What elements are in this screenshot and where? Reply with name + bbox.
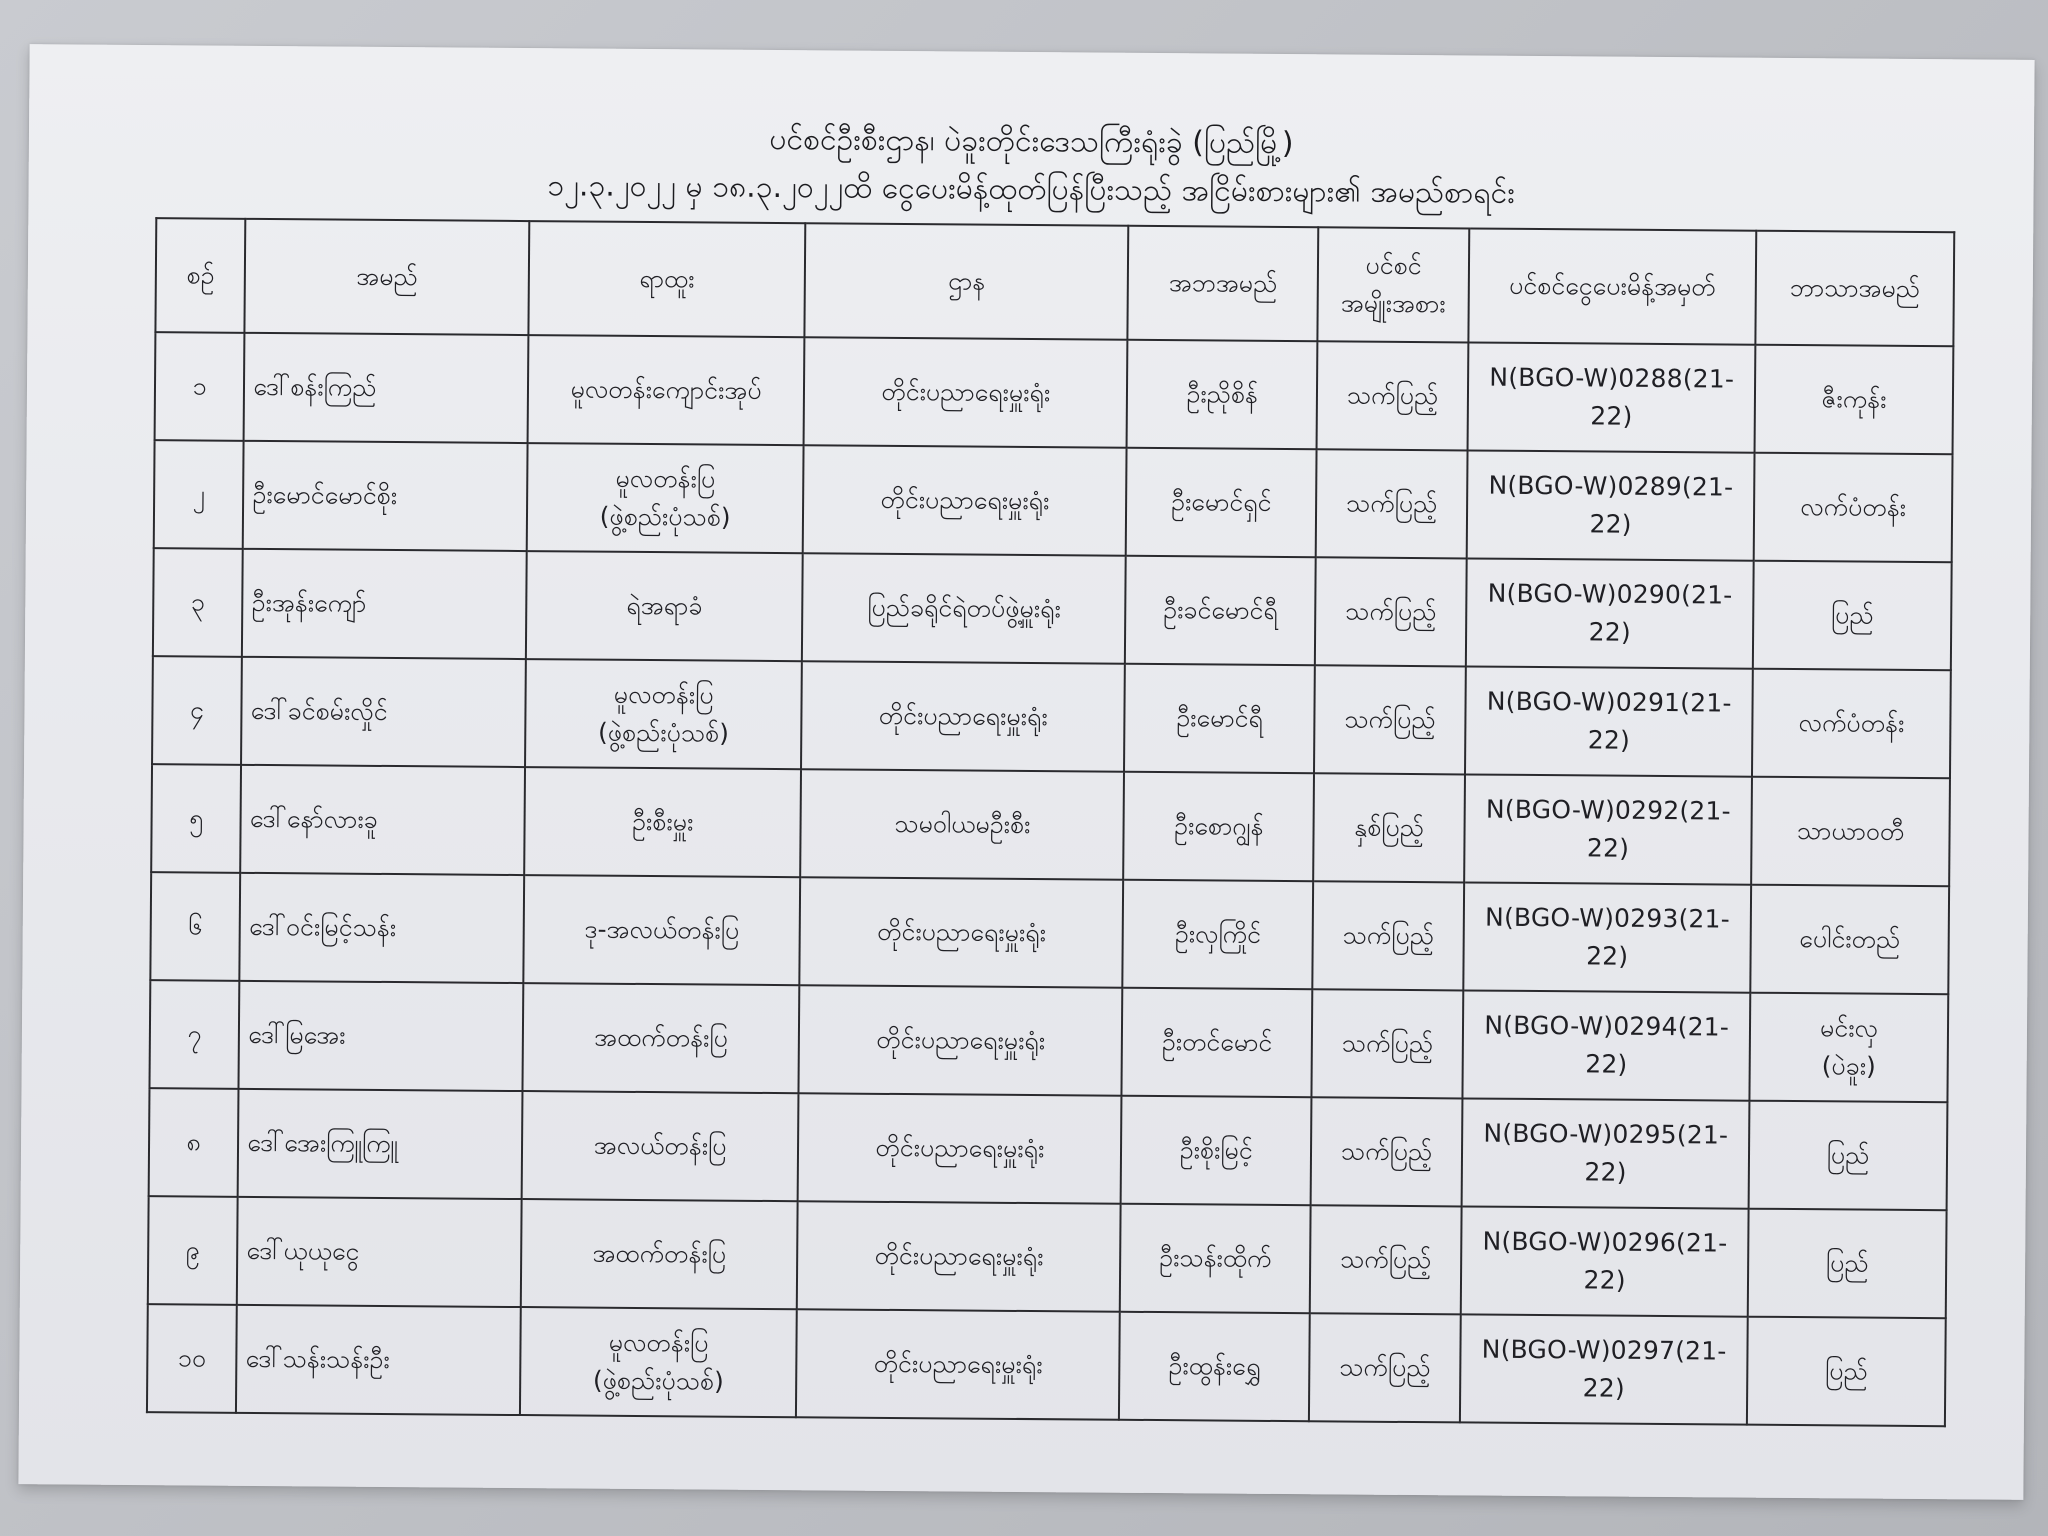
cell-religion-line1: ပြည် (1824, 1356, 1868, 1386)
cell-no: ၇ (149, 980, 239, 1089)
cell-name: ဒေါ်ဝင်းမြင့်သန်း (240, 873, 524, 983)
header-name: အမည် (245, 219, 530, 335)
cell-pension-order: N(BGO-W)0296(21-22) (1461, 1206, 1749, 1316)
cell-name: ဒေါ်စန်းကြည် (244, 333, 528, 443)
cell-department: တိုင်းပညာရေးမှူးရုံး (796, 1309, 1120, 1420)
cell-religion-line1: ပြည် (1826, 1140, 1870, 1170)
cell-name: ဦးမောင်မောင်စိုး (243, 441, 527, 551)
cell-rank-line1: အထက်တန်းပြ (594, 1022, 729, 1053)
header-pension-type-line1: ပင်စင် (1365, 250, 1422, 281)
cell-department: တိုင်းပညာရေးမှူးရုံး (804, 337, 1128, 448)
cell-rank (520, 1307, 797, 1417)
cell-no: ၃ (153, 548, 243, 657)
cell-name: ဒေါ်ခင်စမ်းလှိုင် (241, 657, 525, 767)
cell-pension-order: N(BGO-W)0294(21-22) (1463, 990, 1751, 1100)
cell-no: ၆ (150, 872, 240, 981)
cell-rank-line1: ရဲအရာခံ (626, 590, 703, 621)
table-row (153, 548, 1952, 670)
cell-religion-line1: သာယာဝတီ (1796, 816, 1905, 846)
cell-religion (1750, 885, 1949, 995)
cell-father: ဦးခင်မောင်ရီ (1125, 556, 1315, 665)
header-no: စဉ် (155, 218, 245, 333)
cell-pension-order: N(BGO-W)0293(21-22) (1463, 882, 1751, 992)
table-row (147, 1304, 1946, 1426)
cell-name: ဒေါ်သန်းသန်းဦး (236, 1305, 520, 1415)
table-row (152, 656, 1951, 778)
cell-rank (525, 659, 802, 769)
cell-rank (522, 983, 799, 1093)
cell-pension-type: သက်ပြည့် (1317, 341, 1469, 450)
cell-department: ပြည်ခရိုင်ရဲတပ်ဖွဲ့မှူးရုံး (802, 553, 1126, 664)
table-row (148, 1196, 1947, 1318)
cell-department: တိုင်းပညာရေးမှူးရုံး (798, 1093, 1122, 1204)
cell-religion (1752, 669, 1951, 779)
cell-rank (521, 1199, 798, 1309)
cell-rank (528, 335, 805, 445)
cell-name: ဒေါ်အေးကြူကြူ (238, 1089, 522, 1199)
cell-religion (1750, 993, 1949, 1103)
cell-pension-type: သက်ပြည့် (1311, 1097, 1463, 1206)
cell-no: ၂ (154, 440, 244, 549)
pension-table (146, 217, 1955, 1427)
cell-rank (524, 767, 801, 877)
cell-pension-type: သက်ပြည့် (1316, 449, 1468, 558)
cell-pension-order: N(BGO-W)0292(21-22) (1464, 774, 1752, 884)
cell-religion (1753, 561, 1952, 671)
cell-rank-line2: (ဖွဲ့စည်းပုံသစ်) (592, 1365, 724, 1396)
cell-rank-line2: (ဖွဲ့စည်းပုံသစ်) (597, 717, 730, 748)
cell-no: ၁ (155, 332, 245, 441)
cell-rank-line1: မူလတန်းပြ (608, 1327, 709, 1358)
header-pension-order: ပင်စင်ငွေပေးမိန့်အမှတ် (1469, 228, 1757, 344)
cell-religion-line1: လက်ပံတန်း (1798, 708, 1905, 738)
cell-religion (1755, 345, 1954, 455)
cell-religion-line2: (ပဲခူး) (1821, 1051, 1877, 1081)
cell-rank-line1: ဒု-အလယ်တန်းပြ (584, 914, 740, 945)
cell-rank-line1: အထက်တန်းပြ (592, 1238, 727, 1269)
cell-religion (1748, 1209, 1947, 1319)
cell-religion-line1: လက်ပံတန်း (1800, 492, 1907, 522)
cell-religion-line1: ပြည် (1825, 1248, 1869, 1278)
document-title: ပင်စင်ဦးစီးဌာန၊ ပဲခူးတိုင်းဒေသကြီးရုံးခွဲ (ပြည်မြို့) (769, 121, 1294, 162)
cell-father: ဦးမောင်ရှင် (1126, 448, 1316, 557)
cell-rank-line1: ဦးစီးမှူး (632, 806, 694, 837)
cell-pension-type: သက်ပြည့် (1312, 881, 1464, 990)
cell-pension-type: သက်ပြည့် (1309, 1313, 1461, 1422)
cell-department: တိုင်းပညာရေးမှူးရုံး (799, 985, 1123, 1096)
cell-rank (523, 875, 800, 985)
cell-no: ၉ (148, 1196, 238, 1305)
cell-pension-order: N(BGO-W)0291(21-22) (1465, 666, 1753, 776)
table-row (150, 872, 1949, 994)
cell-religion (1754, 453, 1953, 563)
cell-department: တိုင်းပညာရေးမှူးရုံး (803, 445, 1127, 556)
header-religion: ဘာသာအမည် (1756, 231, 1955, 347)
cell-pension-type: သက်ပြည့် (1310, 1205, 1462, 1314)
cell-rank-line1: အလယ်တန်းပြ (593, 1130, 727, 1161)
cell-father: ဦးသန်းထိုက် (1120, 1204, 1310, 1313)
cell-name: ဒေါ်နော်လားခူ (241, 765, 525, 875)
cell-department: သမဝါယမဦးစီး (800, 769, 1124, 880)
cell-father: ဦးစိုးမြင့် (1121, 1096, 1311, 1205)
cell-father: ဦးစောဂျွန် (1124, 772, 1314, 881)
cell-pension-order: N(BGO-W)0297(21-22) (1460, 1314, 1748, 1424)
cell-father: ဦးလှကြိုင် (1123, 880, 1313, 989)
cell-rank-line1: မူလတန်းပြ (615, 463, 716, 494)
cell-no: ၈ (149, 1088, 239, 1197)
cell-department: တိုင်းပညာရေးမှူးရုံး (800, 877, 1124, 988)
cell-no: ၅ (151, 764, 241, 873)
cell-department: တိုင်းပညာရေးမှူးရုံး (797, 1201, 1121, 1312)
table-row (155, 332, 1954, 454)
table-body (147, 332, 1953, 1426)
cell-father: ဦးတင်မောင် (1122, 988, 1312, 1097)
cell-pension-order: N(BGO-W)0289(21-22) (1467, 450, 1755, 560)
header-pension-type (1317, 227, 1469, 342)
cell-pension-type: သက်ပြည့် (1314, 665, 1466, 774)
cell-religion-line1: ပြည် (1830, 600, 1874, 630)
cell-religion-line1: ပေါင်းတည် (1799, 924, 1901, 954)
cell-rank-line1: မူလတန်းကျောင်းအုပ် (570, 374, 762, 405)
cell-name: ဒေါ်မြအေး (239, 981, 523, 1091)
cell-father: ဦးညိုစိန် (1127, 340, 1317, 449)
cell-pension-type: နှစ်ပြည့် (1313, 773, 1465, 882)
cell-department: တိုင်းပညာရေးမှူးရုံး (801, 661, 1125, 772)
cell-pension-order: N(BGO-W)0290(21-22) (1466, 558, 1754, 668)
cell-pension-order: N(BGO-W)0295(21-22) (1462, 1098, 1750, 1208)
cell-religion (1751, 777, 1950, 887)
cell-name: ဦးအုန်းကျော် (242, 549, 526, 659)
table-row (149, 1088, 1948, 1210)
cell-rank (522, 1091, 799, 1201)
table-row (151, 764, 1950, 886)
cell-rank (527, 443, 804, 553)
cell-father: ဦးမောင်ရီ (1124, 664, 1314, 773)
cell-pension-order: N(BGO-W)0288(21-22) (1468, 342, 1756, 452)
document-subtitle: ၁၂.၃.၂၀၂၂ မှ ၁၈.၃.၂၀၂၂ထိ ငွေပေးမိန့်ထုတ်ပြန်ပြီးသည့် အငြိမ်းစားများ၏ အမည်စာရင်း (547, 168, 1515, 211)
cell-rank (526, 551, 803, 661)
header-rank: ရာထူး (528, 221, 805, 337)
table-row (154, 440, 1953, 562)
cell-name: ဒေါ်ယုယုငွေ (237, 1197, 521, 1307)
cell-rank-line2: (ဖွဲ့စည်းပုံသစ်) (599, 501, 731, 532)
header-father: အဘအမည် (1128, 226, 1319, 341)
cell-religion (1749, 1101, 1948, 1211)
cell-religion-line1: မင်းလှ (1820, 1013, 1879, 1043)
cell-rank-line1: မူလတန်းပြ (613, 679, 714, 710)
header-pension-type-line2: အမျိုးအစား (1340, 288, 1446, 319)
paper-sheet (18, 44, 2034, 1500)
cell-no: ၁၀ (147, 1304, 237, 1413)
header-department: ဌာန (805, 223, 1129, 340)
table-header-row (155, 218, 1954, 346)
cell-religion (1747, 1317, 1946, 1427)
table-row (149, 980, 1948, 1102)
cell-no: ၄ (152, 656, 242, 765)
cell-pension-type: သက်ပြည့် (1315, 557, 1467, 666)
cell-religion-line1: ဇီးကုန်း (1821, 384, 1887, 414)
cell-pension-type: သက်ပြည့် (1312, 989, 1464, 1098)
cell-father: ဦးထွန်းရွှေ (1119, 1312, 1309, 1421)
